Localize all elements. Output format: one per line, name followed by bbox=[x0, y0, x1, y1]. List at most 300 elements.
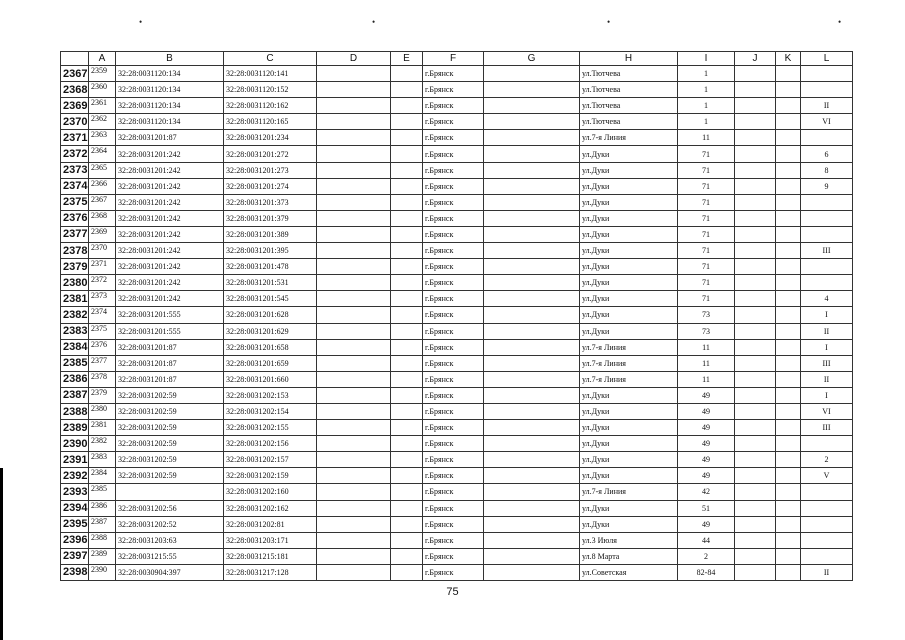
table-cell: 44 bbox=[678, 532, 735, 548]
row-number: 2395 bbox=[61, 516, 89, 532]
table-cell: ул.Дуки bbox=[580, 436, 678, 452]
table-cell bbox=[776, 291, 801, 307]
table-cell: 32:28:0031201:660 bbox=[224, 371, 317, 387]
table-cell: ул.Дуки bbox=[580, 403, 678, 419]
table-cell: 1 bbox=[678, 66, 735, 82]
table-cell: 32:28:0031201:545 bbox=[224, 291, 317, 307]
table-cell: 2372 bbox=[89, 275, 116, 291]
table-cell bbox=[317, 243, 391, 259]
table-cell: ул.Дуки bbox=[580, 387, 678, 403]
table-cell bbox=[484, 130, 580, 146]
table-cell bbox=[484, 259, 580, 275]
table-cell: 2373 bbox=[89, 291, 116, 307]
table-cell bbox=[391, 259, 423, 275]
row-number: 2379 bbox=[61, 259, 89, 275]
table-cell bbox=[735, 420, 776, 436]
table-cell bbox=[801, 130, 853, 146]
table-cell: 2385 bbox=[89, 484, 116, 500]
table-cell: г.Брянск bbox=[423, 484, 484, 500]
table-cell: 32:28:0031201:242 bbox=[116, 291, 224, 307]
column-header: F bbox=[423, 52, 484, 66]
table-cell bbox=[391, 452, 423, 468]
row-number: 2382 bbox=[61, 307, 89, 323]
table-cell bbox=[484, 114, 580, 130]
table-cell: 32:28:0031201:234 bbox=[224, 130, 317, 146]
table-cell: ул.Дуки bbox=[580, 178, 678, 194]
table-cell: 32:28:0031215:55 bbox=[116, 548, 224, 564]
table-row bbox=[61, 500, 853, 516]
table-cell: 32:28:0031120:134 bbox=[116, 98, 224, 114]
table-cell: 32:28:0030904:397 bbox=[116, 564, 224, 580]
table-cell: 32:28:0031120:134 bbox=[116, 114, 224, 130]
table-row bbox=[61, 403, 853, 419]
table-cell: 2376 bbox=[89, 339, 116, 355]
table-cell bbox=[317, 226, 391, 242]
table-cell bbox=[484, 452, 580, 468]
table-cell bbox=[735, 355, 776, 371]
table-cell: 49 bbox=[678, 403, 735, 419]
table-cell bbox=[317, 291, 391, 307]
table-cell: 2377 bbox=[89, 355, 116, 371]
table-cell bbox=[391, 371, 423, 387]
table-cell bbox=[317, 548, 391, 564]
table-cell: 2383 bbox=[89, 452, 116, 468]
table-cell: 32:28:0031201:87 bbox=[116, 355, 224, 371]
table-row bbox=[61, 114, 853, 130]
table-cell bbox=[735, 114, 776, 130]
table-cell: 32:28:0031201:242 bbox=[116, 210, 224, 226]
row-number: 2370 bbox=[61, 114, 89, 130]
table-cell: 32:28:0031201:242 bbox=[116, 178, 224, 194]
table-cell: г.Брянск bbox=[423, 516, 484, 532]
column-header: C bbox=[224, 52, 317, 66]
table-cell bbox=[484, 98, 580, 114]
table-cell: VI bbox=[801, 114, 853, 130]
table-cell bbox=[801, 275, 853, 291]
table-cell bbox=[391, 339, 423, 355]
table-cell bbox=[776, 452, 801, 468]
table-cell bbox=[801, 259, 853, 275]
table-cell: II bbox=[801, 371, 853, 387]
table-cell: г.Брянск bbox=[423, 468, 484, 484]
table-cell: г.Брянск bbox=[423, 403, 484, 419]
table-cell bbox=[735, 339, 776, 355]
row-number: 2369 bbox=[61, 98, 89, 114]
table-cell: 71 bbox=[678, 146, 735, 162]
table-cell: 2379 bbox=[89, 387, 116, 403]
table-cell: ул.Дуки bbox=[580, 420, 678, 436]
table-cell bbox=[801, 436, 853, 452]
table-cell bbox=[484, 146, 580, 162]
table-cell: 2375 bbox=[89, 323, 116, 339]
table-cell: 2374 bbox=[89, 307, 116, 323]
row-number: 2380 bbox=[61, 275, 89, 291]
table-cell: 2365 bbox=[89, 162, 116, 178]
table-cell bbox=[735, 243, 776, 259]
table-cell: 32:28:0031201:379 bbox=[224, 210, 317, 226]
column-header: H bbox=[580, 52, 678, 66]
table-cell: г.Брянск bbox=[423, 548, 484, 564]
table-cell bbox=[317, 323, 391, 339]
table-cell bbox=[801, 226, 853, 242]
table-cell bbox=[317, 564, 391, 580]
table-cell: 32:28:0031201:478 bbox=[224, 259, 317, 275]
row-number: 2386 bbox=[61, 371, 89, 387]
table-cell: 1 bbox=[678, 98, 735, 114]
table-cell bbox=[776, 387, 801, 403]
table-row bbox=[61, 484, 853, 500]
table-row bbox=[61, 516, 853, 532]
table-cell: г.Брянск bbox=[423, 243, 484, 259]
table-cell: 32:28:0031201:242 bbox=[116, 226, 224, 242]
table-cell: ул.Дуки bbox=[580, 307, 678, 323]
table-cell bbox=[391, 226, 423, 242]
table-cell: 4 bbox=[801, 291, 853, 307]
table-cell: 2360 bbox=[89, 82, 116, 98]
table-cell: ул.7-я Линия bbox=[580, 484, 678, 500]
table-cell: 32:28:0031201:242 bbox=[116, 243, 224, 259]
column-header: B bbox=[116, 52, 224, 66]
table-cell: г.Брянск bbox=[423, 98, 484, 114]
row-number: 2373 bbox=[61, 162, 89, 178]
row-number: 2392 bbox=[61, 468, 89, 484]
table-cell bbox=[735, 468, 776, 484]
table-cell: 32:28:0031120:141 bbox=[224, 66, 317, 82]
table-cell: 71 bbox=[678, 210, 735, 226]
table-cell: 32:28:0031202:156 bbox=[224, 436, 317, 452]
table-cell bbox=[391, 146, 423, 162]
row-number: 2388 bbox=[61, 403, 89, 419]
table-cell: г.Брянск bbox=[423, 178, 484, 194]
table-cell bbox=[391, 275, 423, 291]
table-row bbox=[61, 307, 853, 323]
table-cell: 2366 bbox=[89, 178, 116, 194]
row-number: 2377 bbox=[61, 226, 89, 242]
table-cell: 71 bbox=[678, 243, 735, 259]
table-cell: 32:28:0031201:659 bbox=[224, 355, 317, 371]
table-cell bbox=[735, 162, 776, 178]
table-cell bbox=[735, 66, 776, 82]
table-cell: 2359 bbox=[89, 66, 116, 82]
row-number: 2387 bbox=[61, 387, 89, 403]
table-cell bbox=[735, 291, 776, 307]
table-cell: г.Брянск bbox=[423, 259, 484, 275]
table-cell bbox=[317, 259, 391, 275]
table-row bbox=[61, 98, 853, 114]
table-cell: 32:28:0031202:155 bbox=[224, 420, 317, 436]
table-cell bbox=[776, 516, 801, 532]
table-cell: 1 bbox=[678, 82, 735, 98]
table-cell bbox=[735, 403, 776, 419]
table-cell: 32:28:0031215:181 bbox=[224, 548, 317, 564]
table-cell: 2381 bbox=[89, 420, 116, 436]
table-cell: г.Брянск bbox=[423, 420, 484, 436]
table-cell bbox=[317, 307, 391, 323]
table-cell: г.Брянск bbox=[423, 387, 484, 403]
table-cell bbox=[735, 452, 776, 468]
table-cell bbox=[317, 210, 391, 226]
table-cell: г.Брянск bbox=[423, 307, 484, 323]
table-cell: г.Брянск bbox=[423, 130, 484, 146]
row-number: 2378 bbox=[61, 243, 89, 259]
table-cell bbox=[391, 516, 423, 532]
table-cell: ул.7-я Линия bbox=[580, 371, 678, 387]
table-cell bbox=[317, 500, 391, 516]
table-cell: 49 bbox=[678, 516, 735, 532]
table-cell: 32:28:0031202:154 bbox=[224, 403, 317, 419]
table-row bbox=[61, 226, 853, 242]
table-cell bbox=[317, 339, 391, 355]
table-cell bbox=[801, 548, 853, 564]
table-cell bbox=[317, 532, 391, 548]
column-header: K bbox=[776, 52, 801, 66]
table-cell bbox=[317, 178, 391, 194]
table-cell: ул.Дуки bbox=[580, 452, 678, 468]
table-cell bbox=[776, 130, 801, 146]
table-cell: 32:28:0031202:162 bbox=[224, 500, 317, 516]
table-cell bbox=[776, 243, 801, 259]
table-cell: 32:28:0031217:128 bbox=[224, 564, 317, 580]
corner-cell bbox=[61, 52, 89, 66]
table-cell bbox=[735, 484, 776, 500]
table-cell: 32:28:0031202:159 bbox=[224, 468, 317, 484]
table-cell: 49 bbox=[678, 468, 735, 484]
table-cell: ул.Тютчева bbox=[580, 98, 678, 114]
table-cell bbox=[317, 436, 391, 452]
table-cell: 9 bbox=[801, 178, 853, 194]
table-cell bbox=[484, 226, 580, 242]
table-cell bbox=[735, 548, 776, 564]
table-cell: г.Брянск bbox=[423, 532, 484, 548]
table-cell: 2388 bbox=[89, 532, 116, 548]
table-cell: 32:28:0031201:555 bbox=[116, 307, 224, 323]
table-cell bbox=[391, 243, 423, 259]
column-header-row bbox=[61, 52, 853, 66]
table-row bbox=[61, 259, 853, 275]
table-cell bbox=[391, 323, 423, 339]
table-row bbox=[61, 146, 853, 162]
table-cell: 2362 bbox=[89, 114, 116, 130]
row-number: 2389 bbox=[61, 420, 89, 436]
table-cell: II bbox=[801, 564, 853, 580]
table-cell: 32:28:0031203:171 bbox=[224, 532, 317, 548]
table-cell: 2382 bbox=[89, 436, 116, 452]
table-cell bbox=[391, 130, 423, 146]
table-cell: 32:28:0031201:87 bbox=[116, 130, 224, 146]
table-cell bbox=[776, 339, 801, 355]
table-cell: 8 bbox=[801, 162, 853, 178]
table-cell: 32:28:0031202:160 bbox=[224, 484, 317, 500]
table-cell bbox=[801, 532, 853, 548]
table-row bbox=[61, 468, 853, 484]
table-cell bbox=[317, 371, 391, 387]
table-row bbox=[61, 210, 853, 226]
table-row bbox=[61, 194, 853, 210]
table-cell: ул.Дуки bbox=[580, 259, 678, 275]
table-cell: ул.Дуки bbox=[580, 243, 678, 259]
table-cell bbox=[317, 82, 391, 98]
table-cell bbox=[391, 98, 423, 114]
table-row bbox=[61, 162, 853, 178]
table-cell bbox=[484, 339, 580, 355]
table-cell bbox=[484, 82, 580, 98]
table-cell: V bbox=[801, 468, 853, 484]
table-cell: 32:28:0031201:373 bbox=[224, 194, 317, 210]
table-cell bbox=[484, 323, 580, 339]
table-cell: 32:28:0031201:87 bbox=[116, 339, 224, 355]
table-cell: г.Брянск bbox=[423, 210, 484, 226]
table-cell bbox=[735, 226, 776, 242]
table-cell: 32:28:0031202:153 bbox=[224, 387, 317, 403]
table-cell bbox=[317, 66, 391, 82]
table-cell: 32:28:0031201:531 bbox=[224, 275, 317, 291]
table-cell bbox=[317, 194, 391, 210]
table-cell: I bbox=[801, 339, 853, 355]
table-cell bbox=[484, 307, 580, 323]
table-cell bbox=[391, 484, 423, 500]
table-body bbox=[61, 66, 853, 581]
table-cell: 32:28:0031201:242 bbox=[116, 275, 224, 291]
table-cell: 32:28:0031201:242 bbox=[116, 259, 224, 275]
table-cell: г.Брянск bbox=[423, 355, 484, 371]
table-cell: 71 bbox=[678, 275, 735, 291]
table-cell bbox=[776, 194, 801, 210]
column-header: A bbox=[89, 52, 116, 66]
table-cell bbox=[391, 162, 423, 178]
row-number: 2396 bbox=[61, 532, 89, 548]
table-cell: 2367 bbox=[89, 194, 116, 210]
table-cell bbox=[484, 548, 580, 564]
table-cell bbox=[776, 210, 801, 226]
table-cell: ул.Дуки bbox=[580, 146, 678, 162]
table-cell bbox=[484, 66, 580, 82]
table-row bbox=[61, 420, 853, 436]
table-cell: III bbox=[801, 420, 853, 436]
table-cell bbox=[484, 516, 580, 532]
table-cell: 32:28:0031201:629 bbox=[224, 323, 317, 339]
table-cell: 2 bbox=[801, 452, 853, 468]
table-cell bbox=[776, 371, 801, 387]
table-cell: II bbox=[801, 323, 853, 339]
row-number: 2374 bbox=[61, 178, 89, 194]
table-cell bbox=[391, 436, 423, 452]
table-cell bbox=[735, 130, 776, 146]
table-cell: 32:28:0031201:389 bbox=[224, 226, 317, 242]
column-header: E bbox=[391, 52, 423, 66]
table-cell: 1 bbox=[678, 114, 735, 130]
table-row bbox=[61, 387, 853, 403]
table-cell bbox=[484, 532, 580, 548]
table-cell bbox=[484, 371, 580, 387]
table-cell: ул.Советская bbox=[580, 564, 678, 580]
table-cell: ул.Дуки bbox=[580, 226, 678, 242]
table-cell bbox=[484, 420, 580, 436]
table-cell bbox=[391, 548, 423, 564]
table-cell: 71 bbox=[678, 194, 735, 210]
table-cell bbox=[317, 387, 391, 403]
left-edge-line bbox=[0, 468, 3, 640]
table-cell: ул.Дуки bbox=[580, 291, 678, 307]
row-number: 2372 bbox=[61, 146, 89, 162]
table-cell bbox=[391, 291, 423, 307]
row-number: 2376 bbox=[61, 210, 89, 226]
table-row bbox=[61, 82, 853, 98]
table-cell bbox=[776, 82, 801, 98]
table-cell: 32:28:0031201:273 bbox=[224, 162, 317, 178]
table-cell: 32:28:0031202:59 bbox=[116, 387, 224, 403]
table-cell: 32:28:0031202:52 bbox=[116, 516, 224, 532]
table-cell bbox=[317, 452, 391, 468]
row-number: 2367 bbox=[61, 66, 89, 82]
table-cell: г.Брянск bbox=[423, 114, 484, 130]
table-cell bbox=[735, 516, 776, 532]
table-cell bbox=[391, 178, 423, 194]
table-cell bbox=[801, 484, 853, 500]
table-cell bbox=[735, 323, 776, 339]
table-cell bbox=[391, 403, 423, 419]
table-cell bbox=[776, 66, 801, 82]
table-cell: 49 bbox=[678, 436, 735, 452]
table-cell: 49 bbox=[678, 420, 735, 436]
table-cell: 32:28:0031203:63 bbox=[116, 532, 224, 548]
table-cell bbox=[735, 82, 776, 98]
table-cell: ул.3 Июля bbox=[580, 532, 678, 548]
table-cell: 51 bbox=[678, 500, 735, 516]
table-cell: 32:28:0031202:56 bbox=[116, 500, 224, 516]
table-cell bbox=[484, 355, 580, 371]
table-cell: 2371 bbox=[89, 259, 116, 275]
table-row bbox=[61, 323, 853, 339]
table-cell bbox=[776, 146, 801, 162]
table-cell bbox=[776, 500, 801, 516]
table-cell bbox=[776, 532, 801, 548]
table-cell bbox=[317, 114, 391, 130]
table-cell bbox=[801, 82, 853, 98]
table-cell bbox=[317, 516, 391, 532]
table-cell: VI bbox=[801, 403, 853, 419]
table-cell: г.Брянск bbox=[423, 226, 484, 242]
table-row bbox=[61, 452, 853, 468]
table-cell: ул.Дуки bbox=[580, 500, 678, 516]
table-cell: 32:28:0031201:272 bbox=[224, 146, 317, 162]
table-cell bbox=[801, 66, 853, 82]
table-cell bbox=[776, 323, 801, 339]
table-row bbox=[61, 355, 853, 371]
table-cell: 2387 bbox=[89, 516, 116, 532]
header-mark: • bbox=[139, 17, 143, 27]
table-cell bbox=[776, 436, 801, 452]
table-cell bbox=[484, 436, 580, 452]
table-cell bbox=[776, 226, 801, 242]
table-cell: 2363 bbox=[89, 130, 116, 146]
table-cell bbox=[776, 114, 801, 130]
table-cell: 32:28:0031202:59 bbox=[116, 468, 224, 484]
table-cell: 2368 bbox=[89, 210, 116, 226]
table-cell bbox=[317, 146, 391, 162]
table-cell: 11 bbox=[678, 355, 735, 371]
table-cell: г.Брянск bbox=[423, 436, 484, 452]
table-cell: 32:28:0031120:165 bbox=[224, 114, 317, 130]
table-cell bbox=[391, 532, 423, 548]
table-cell: III bbox=[801, 243, 853, 259]
table-cell: 32:28:0031202:59 bbox=[116, 420, 224, 436]
table-cell: г.Брянск bbox=[423, 564, 484, 580]
table-cell bbox=[801, 210, 853, 226]
table-cell bbox=[484, 564, 580, 580]
table-row bbox=[61, 275, 853, 291]
table-cell bbox=[735, 259, 776, 275]
table-cell: 71 bbox=[678, 291, 735, 307]
